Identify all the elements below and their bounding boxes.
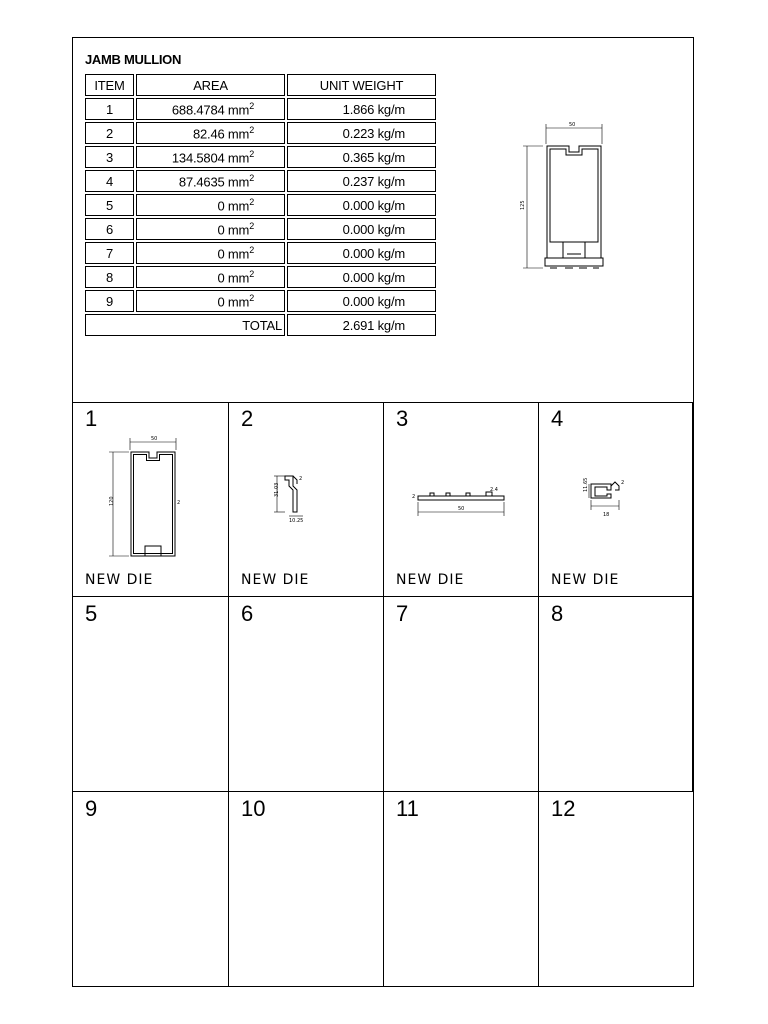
header-unit-weight: UNIT WEIGHT bbox=[287, 74, 436, 96]
row-area: 134.5804 $mm^2$ bbox=[136, 146, 285, 168]
table-row bbox=[85, 266, 436, 288]
table-row bbox=[85, 170, 436, 192]
row-area: 0 $mm^2$ bbox=[136, 242, 285, 264]
die-cell-2 bbox=[229, 402, 384, 597]
table-row bbox=[85, 122, 436, 144]
row-item: 3 bbox=[85, 146, 134, 168]
row-weight: 0.237 kg/m bbox=[287, 170, 436, 192]
cell-number: 1 bbox=[85, 406, 98, 431]
header-area: AREA bbox=[136, 74, 285, 96]
die-cell-4 bbox=[539, 402, 693, 597]
weight-summary-section bbox=[73, 38, 693, 403]
die-cell-7 bbox=[384, 597, 539, 792]
row-area: 688.4784 $mm^2$ bbox=[136, 98, 285, 120]
row-weight: 0.000 kg/m bbox=[287, 218, 436, 240]
die-cell-11 bbox=[384, 792, 539, 986]
cell-number: 8 bbox=[551, 601, 564, 626]
row-area: 82.46 $mm^2$ bbox=[136, 122, 285, 144]
row-weight: 0.000 kg/m bbox=[287, 194, 436, 216]
die-1-width-dim: 50 bbox=[151, 436, 158, 442]
table-row bbox=[85, 242, 436, 264]
row-weight: 0.000 kg/m bbox=[287, 242, 436, 264]
total-value: 2.691 kg/m bbox=[287, 314, 436, 336]
cell-number: 4 bbox=[551, 406, 564, 431]
row-area: 0 $mm^2$ bbox=[136, 194, 285, 216]
die-3-lip-dim: 2.4 bbox=[490, 487, 498, 493]
row-area: 0 $mm^2$ bbox=[136, 266, 285, 288]
die-4-drawing bbox=[569, 472, 669, 532]
row-item: 1 bbox=[85, 98, 134, 120]
die-grid bbox=[73, 402, 693, 986]
cell-number: 3 bbox=[396, 406, 409, 431]
cell-number: 6 bbox=[241, 601, 254, 626]
weight-table bbox=[83, 72, 438, 338]
die-2-base-dim: 10.25 bbox=[289, 518, 304, 524]
row-weight: 0.365 kg/m bbox=[287, 146, 436, 168]
table-row bbox=[85, 290, 436, 312]
table-header-row bbox=[85, 74, 436, 96]
row-item: 2 bbox=[85, 122, 134, 144]
die-label: NEW DIE bbox=[241, 572, 310, 588]
die-1-wall-dim: 2 bbox=[177, 500, 181, 506]
die-cell-6 bbox=[229, 597, 384, 792]
row-area: 0 $mm^2$ bbox=[136, 290, 285, 312]
row-item: 7 bbox=[85, 242, 134, 264]
die-3-left-dim: 2 bbox=[412, 494, 416, 500]
table-total-row bbox=[85, 314, 436, 336]
table-row bbox=[85, 194, 436, 216]
die-1-drawing bbox=[103, 432, 203, 562]
die-label: NEW DIE bbox=[85, 572, 154, 588]
cell-number: 2 bbox=[241, 406, 254, 431]
row-item: 9 bbox=[85, 290, 134, 312]
cell-number: 7 bbox=[396, 601, 409, 626]
die-2-height-dim: 31.03 bbox=[274, 482, 280, 497]
die-4-width-dim: 18 bbox=[603, 512, 610, 518]
die-cell-5 bbox=[73, 597, 229, 792]
table-title: JAMB MULLION bbox=[85, 52, 182, 67]
assembly-section-drawing bbox=[517, 118, 617, 278]
row-item: 6 bbox=[85, 218, 134, 240]
die-cell-12 bbox=[539, 792, 693, 986]
row-weight: 0.223 kg/m bbox=[287, 122, 436, 144]
cell-number: 9 bbox=[85, 796, 98, 821]
assembly-width-dim: 50 bbox=[569, 122, 576, 128]
table-row bbox=[85, 98, 436, 120]
row-weight: 1.866 kg/m bbox=[287, 98, 436, 120]
header-item: ITEM bbox=[85, 74, 134, 96]
die-2-drawing bbox=[259, 462, 359, 542]
row-area: 0 $mm^2$ bbox=[136, 218, 285, 240]
die-4-wall-dim: 2 bbox=[621, 480, 625, 486]
die-1-height-dim: 120 bbox=[109, 496, 115, 506]
drawing-sheet bbox=[72, 37, 694, 987]
row-item: 8 bbox=[85, 266, 134, 288]
die-4-height-dim: 11.65 bbox=[583, 477, 589, 492]
die-2-wall-dim: 2 bbox=[299, 476, 303, 482]
cell-number: 5 bbox=[85, 601, 98, 626]
row-area: 87.4635 $mm^2$ bbox=[136, 170, 285, 192]
cell-number: 10 bbox=[241, 796, 266, 821]
die-cell-1 bbox=[73, 402, 229, 597]
die-cell-8 bbox=[539, 597, 693, 792]
die-label: NEW DIE bbox=[551, 572, 620, 588]
table-row bbox=[85, 146, 436, 168]
cell-number: 11 bbox=[396, 796, 419, 821]
die-cell-10 bbox=[229, 792, 384, 986]
row-item: 4 bbox=[85, 170, 134, 192]
row-weight: 0.000 kg/m bbox=[287, 290, 436, 312]
die-cell-3 bbox=[384, 402, 539, 597]
die-cell-9 bbox=[73, 792, 229, 986]
total-label: TOTAL bbox=[85, 314, 285, 336]
row-item: 5 bbox=[85, 194, 134, 216]
row-weight: 0.000 kg/m bbox=[287, 266, 436, 288]
die-label: NEW DIE bbox=[396, 572, 465, 588]
die-3-drawing bbox=[406, 482, 516, 532]
assembly-height-dim: 125 bbox=[520, 200, 526, 210]
die-3-width-dim: 50 bbox=[458, 506, 465, 512]
table-row bbox=[85, 218, 436, 240]
cell-number: 12 bbox=[551, 796, 576, 821]
